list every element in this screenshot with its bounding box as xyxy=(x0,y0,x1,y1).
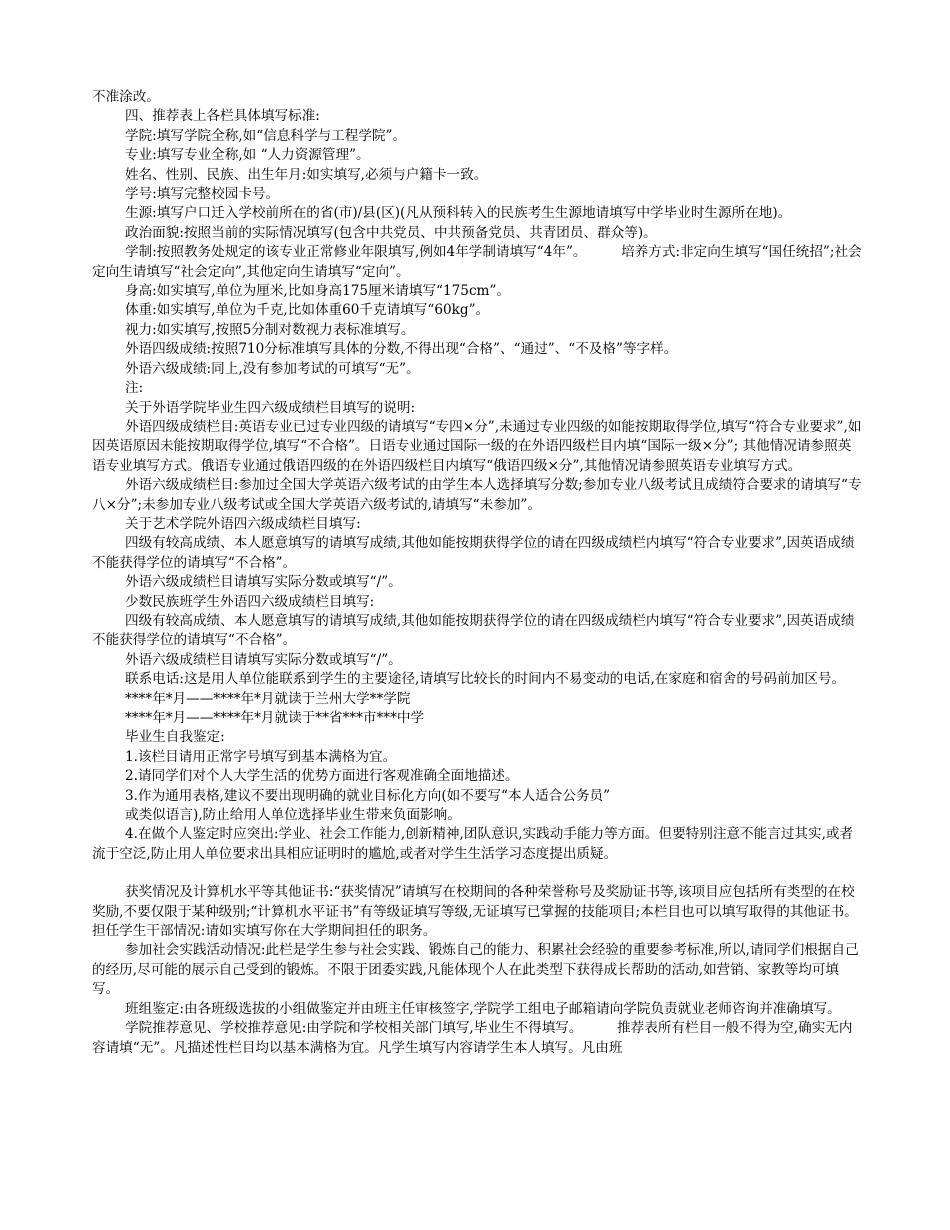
paragraph: 四级有较高成绩、本人愿意填写的请填写成绩,其他如能按期获得学位的请在四级成绩栏内填写“符合专业要求”,因英语成绩不能获得学位的请填写“不合格”。 xyxy=(92,535,855,571)
paragraph: 获奖情况及计算机水平等其他证书:“获奖情况”请填写在校期间的各种荣誉称号及奖励证书等,该项目应包括所有类型的在校奖励,不要仅限于某种级别;“计算机水平证书”有等级证填写等级,无证填写已掌握的技能项目;本栏目也可以填写取得的其他证书。 担任学生干部情况:请如实填写你在大学期间担任的职务。 xyxy=(92,884,893,940)
paragraph: 联系电话:这是用人单位能联系到学生的主要途径,请填写比较长的时间内不易变动的电话,在家庭和宿舍的号码前加区号。 xyxy=(125,671,846,688)
paragraph: ****年*月——****年*月就读于兰州大学**学院 xyxy=(125,690,411,707)
paragraph: 1.该栏目请用正常字号填写到基本满格为宜。 xyxy=(125,748,397,765)
paragraph: 学院推荐意见、学校推荐意见:由学院和学校相关部门填写,毕业生不得填写。 推荐表所有栏目一般不得为空,确实无内容请填“无”。凡描述性栏目均以基本满格为宜。凡学生填写内容请学生本人填写。凡由班 xyxy=(92,1020,853,1056)
paragraph: 参加社会实践活动情况:此栏是学生参与社会实践、锻炼自己的能力、积累社会经验的重要参考标准,所以,请同学们根据自己的经历,尽可能的展示自己受到的锻炼。不限于团委实践,凡能体现个人在此类型下获得成长帮助的活动,如营销、家教等均可填写。 xyxy=(92,942,859,998)
paragraph: 政治面貌:按照当前的实际情况填写(包含中共党员、中共预备党员、共青团员、群众等)。 xyxy=(125,224,657,241)
paragraph: 外语六级成绩:同上,没有参加考试的可填写“无”。 xyxy=(125,360,420,377)
paragraph: 外语六级成绩栏目请填写实际分数或填写“/”。 xyxy=(125,574,402,591)
paragraph: 学号:填写完整校园卡号。 xyxy=(125,186,280,203)
paragraph: 学院:填写学院全称,如“信息科学与工程学院”。 xyxy=(125,127,407,144)
paragraph: 3.作为通用表格,建议不要出现明确的就业目标化方向(如不要写“本人适合公务员” xyxy=(125,787,611,804)
paragraph: 四级有较高成绩、本人愿意填写的请填写成绩,其他如能按期获得学位的请在四级成绩栏内填写“符合专业要求”,因英语成绩不能获得学位的请填写“不合格”。 xyxy=(92,612,855,649)
paragraph: 少数民族班学生外语四六级成绩栏目填写: xyxy=(125,593,375,610)
paragraph: 专业:填写专业全称,如 “人力资源管理”。 xyxy=(125,147,370,164)
paragraph: 关于外语学院毕业生四六级成绩栏目填写的说明: xyxy=(125,399,416,416)
paragraph: 不准涂改。 xyxy=(92,89,160,105)
document-page xyxy=(92,88,893,1058)
paragraph: ****年*月——****年*月就读于**省***市***中学 xyxy=(125,710,425,726)
paragraph: 2.请同学们对个人大学生活的优势方面进行客观准确全面地描述。 xyxy=(125,768,519,785)
paragraph: 外语四级成绩栏目:英语专业已过专业四级的请填写“专四×分”,未通过专业四级的如能按期取得学位,填写“符合专业要求”,如因英语原因未能按期取得学位,填写“不合格”。日语专业通过国际一级的在外语四级栏目内填“国际一级×分”; 其他情况请参照英语专业填写方式。俄语专业通过俄语四级的在外语四级栏目内填写“俄语四级×分”,其他情况请参照英语专业填写方式。 xyxy=(92,418,862,474)
paragraph: 外语六级成绩栏目:参加过全国大学英语六级考试的由学生本人选择填写分数;参加专业八级考试且成绩符合要求的请填写“专八×分”;未参加专业八级考试或全国大学英语六级考试的,请填写“未参加”。 xyxy=(92,477,862,513)
paragraph: 关于艺术学院外语四六级成绩栏目填写: xyxy=(125,515,361,532)
paragraph: 生源:填写户口迁入学校前所在的省(市)/县(区)(凡从预科转入的民族考生生源地请填写中学毕业时生源所在地)。 xyxy=(125,205,792,222)
paragraph: 外语四级成绩:按照710分标准填写具体的分数,不得出现“合格”、“通过”、“不及格”等字样。 xyxy=(125,341,678,358)
paragraph: 姓名、性别、民族、出生年月:如实填写,必须与户籍卡一致。 xyxy=(125,166,488,183)
paragraph: 毕业生自我鉴定: xyxy=(125,729,225,746)
paragraph: 学制:按照教务处规定的该专业正常修业年限填写,例如4年学制请填写“4年”。 培养方式:非定向生填写“国任统招”;社会定向生请填写“社会定向”,其他定向生请填写“定向”。 xyxy=(92,244,862,280)
paragraph: 身高:如实填写,单位为厘米,比如身高175厘米请填写“175cm”。 xyxy=(125,283,510,300)
paragraph: 四、推荐表上各栏具体填写标准: xyxy=(125,108,320,125)
paragraph: 视力:如实填写,按照5分制对数视力表标准填写。 xyxy=(125,321,415,338)
paragraph: 注: xyxy=(125,380,144,397)
paragraph: 4.在做个人鉴定时应突出:学业、社会工作能力,创新精神,团队意识,实践动手能力等方面。但要特别注意不能言过其实,或者流于空泛,防止用人单位要求出具相应证明时的尴尬,或者对学生生活学习态度提出质疑。 xyxy=(92,826,854,862)
paragraph: 体重:如实填写,单位为千克,比如体重60千克请填写“60kg”。 xyxy=(125,302,490,319)
paragraph: 或类似语言),防止给用人单位选择毕业生带来负面影响。 xyxy=(125,807,461,824)
paragraph: 外语六级成绩栏目请填写实际分数或填写“/”。 xyxy=(125,651,402,668)
paragraph: 班组鉴定:由各班级选拔的小组做鉴定并由班主任审核签字,学院学工组电子邮箱请向学院负责就业老师咨询并准确填写。 xyxy=(125,1000,841,1017)
